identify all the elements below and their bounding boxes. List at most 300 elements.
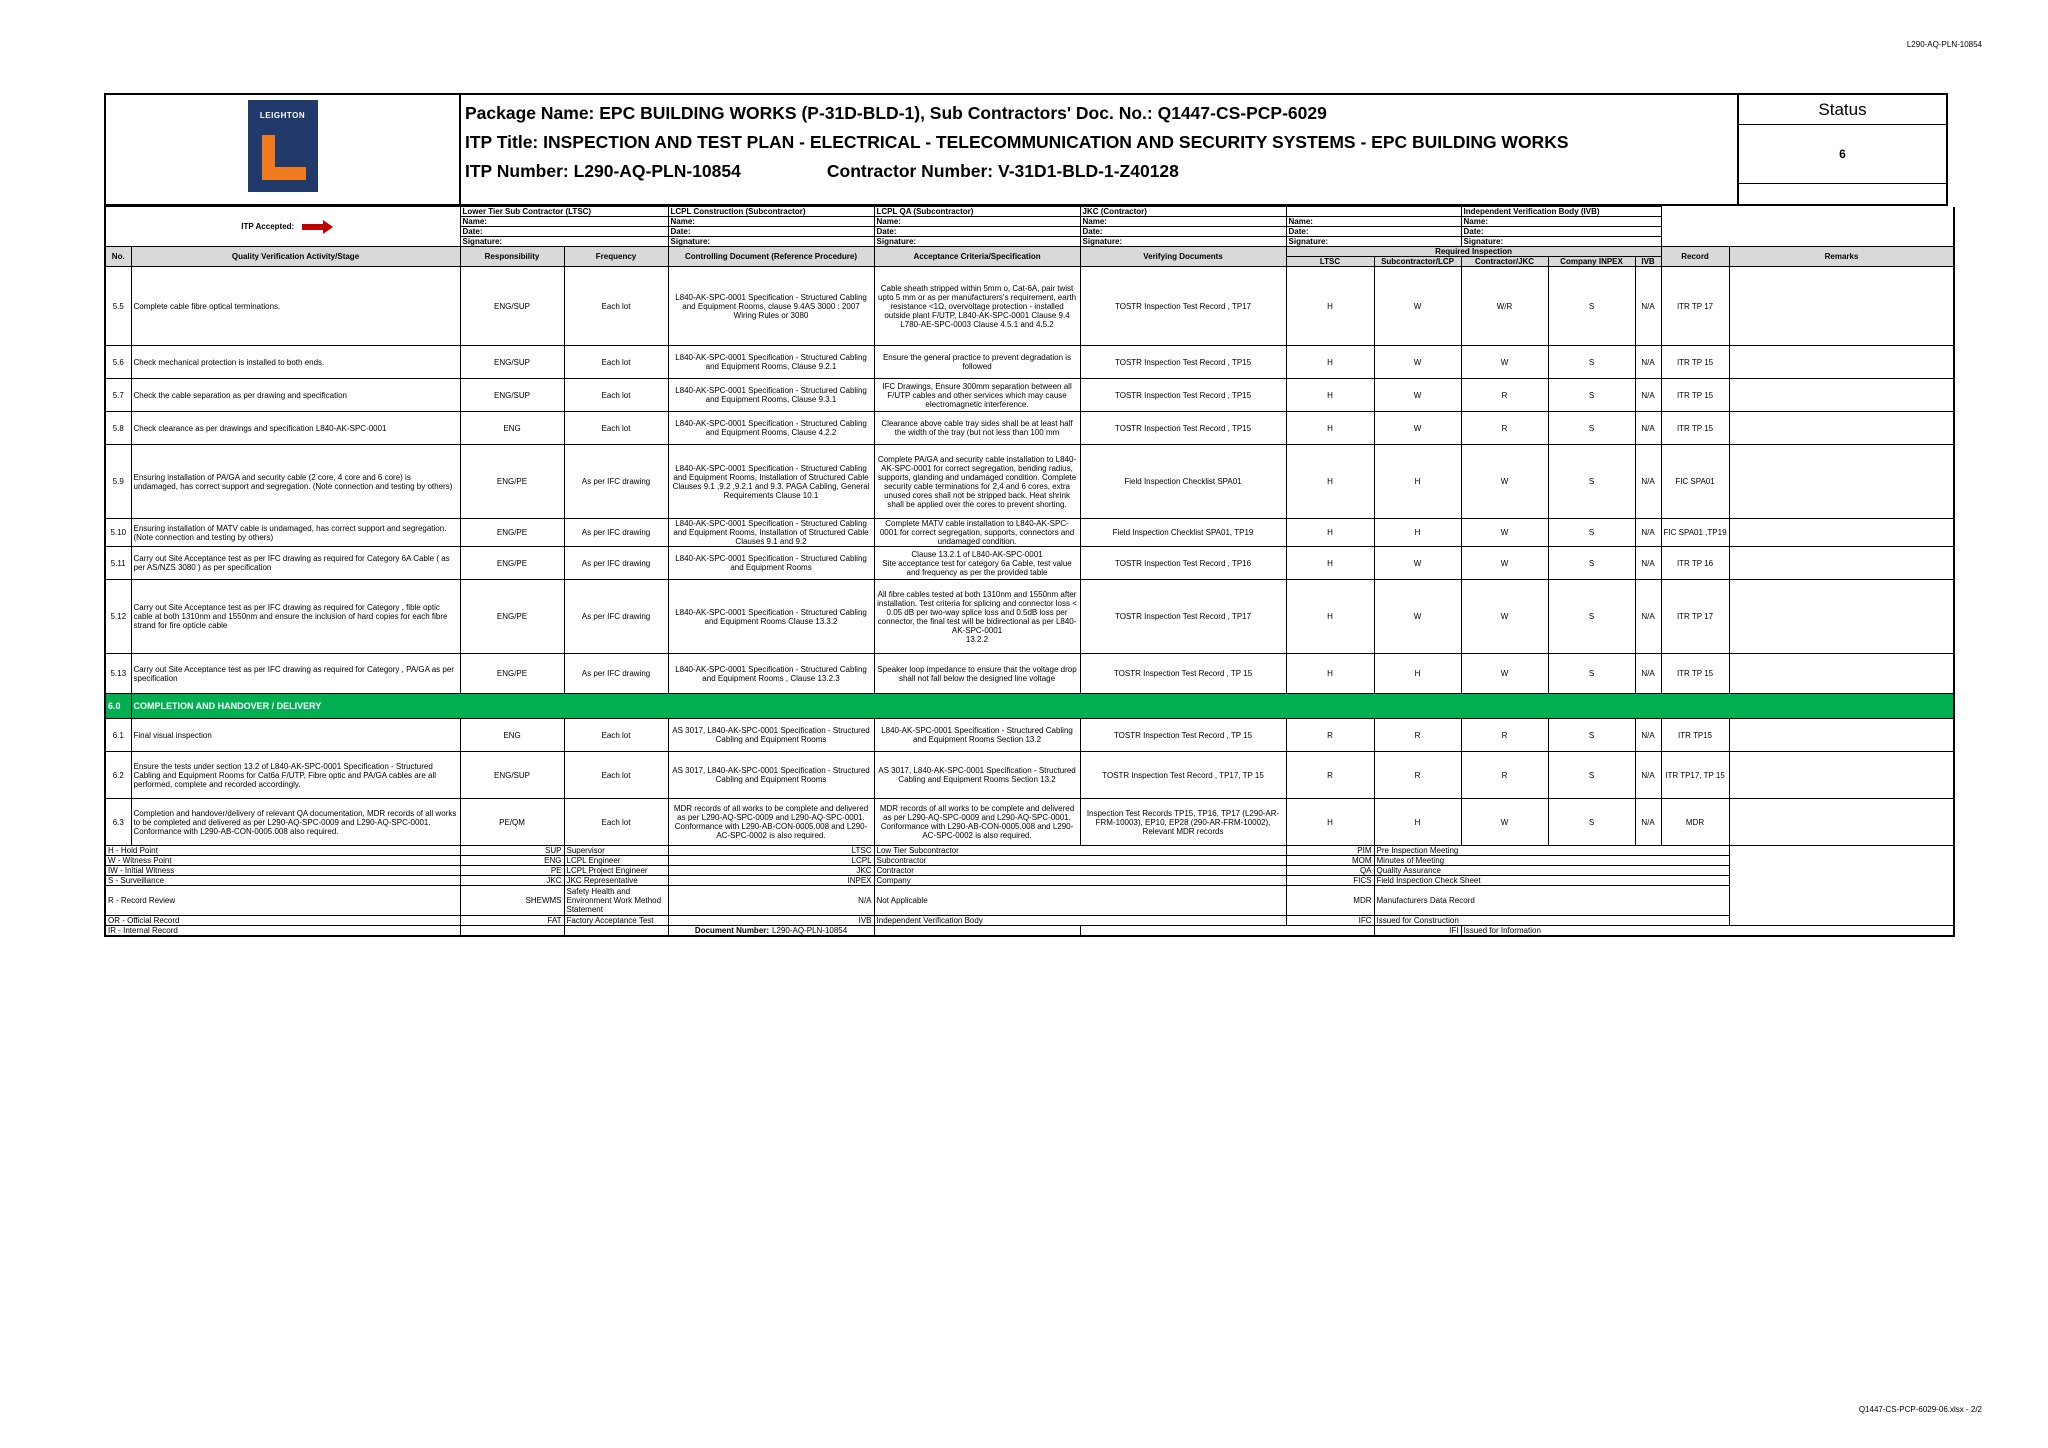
legend-meaning: LCPL Project Engineer (564, 866, 668, 876)
acceptance-criteria-cell: Cable sheath stripped within 5mm o, Cat-6A, pair twist upto 5 mm or as per manufacturers's requirement, earth resistance <1Ω, overvoltage protection - installed outside plant F/UTP, L840-AK-SPC-0001 Clause 9.4 L780-AE-SPC-0003 Clause 4.5.1 and 4.5.2 (874, 267, 1080, 346)
responsibility-cell: ENG/PE (460, 547, 564, 580)
acceptance-criteria-cell: MDR records of all works to be complete and delivered as per L290-AQ-SPC-0009 and L290-AQ-SPC-0001. Conformance with L290-AB-CON-0005.008 and L290-AC-SPC-0002 is also required. (874, 799, 1080, 846)
legend-abbr: QA (1286, 866, 1374, 876)
inspection-ivb-cell: N/A (1635, 412, 1661, 445)
record-cell: ITR TP 15 (1661, 412, 1729, 445)
inspection-ivb-cell: N/A (1635, 267, 1661, 346)
table-row (105, 752, 1954, 799)
legend-meaning: Company (874, 876, 1286, 886)
signoff-field[interactable]: Signature: (460, 237, 668, 247)
inspection-sub-cell: W (1374, 412, 1461, 445)
controlling-document-cell: L840-AK-SPC-0001 Specification - Structured Cabling and Equipment Rooms, Clause 9.3.1 (668, 379, 874, 412)
column-subheader: Company INPEX (1548, 257, 1635, 267)
acceptance-criteria-cell: Complete PA/GA and security cable installation to L840-AK-SPC-0001 for correct segregation, bending radius, supports, glanding and undamaged condition. Complete security cable terminations for 2,4 and 6 cores, extra unused cores shall not be stripped back. Heat shrink shall be applied over the cores to prevent shorting. (874, 445, 1080, 519)
party-name: LCPL Construction (Subcontractor) (668, 207, 874, 217)
frequency-cell: As per IFC drawing (564, 519, 668, 547)
verifying-documents-cell: TOSTR Inspection Test Record , TP16 (1080, 547, 1286, 580)
legend-code-meaning: S - Surveillance (105, 876, 460, 886)
record-cell: MDR (1661, 799, 1729, 846)
inspection-jkc-cell: R (1461, 379, 1548, 412)
verifying-documents-cell: TOSTR Inspection Test Record , TP17, TP 15 (1080, 752, 1286, 799)
section-row (105, 694, 1954, 719)
inspection-ivb-cell: N/A (1635, 445, 1661, 519)
record-cell: ITR TP 15 (1661, 346, 1729, 379)
legend-row (105, 856, 1954, 866)
remarks-cell[interactable] (1729, 799, 1954, 846)
signoff-field[interactable]: Date: (460, 227, 668, 237)
legend-abbr: LTSC (668, 846, 874, 856)
itp-sheet (104, 93, 1948, 937)
acceptance-criteria-cell: Clearance above cable tray sides shall be at least half the width of the tray (but not less than 100 mm (874, 412, 1080, 445)
document-number: L290-AQ-PLN-10854 (772, 926, 848, 935)
responsibility-cell: ENG/SUP (460, 379, 564, 412)
signoff-field[interactable]: Signature: (1286, 237, 1461, 247)
signoff-field[interactable]: Signature: (1461, 237, 1661, 247)
legend-abbr: FICS (1286, 876, 1374, 886)
inspection-ivb-cell: N/A (1635, 580, 1661, 654)
frequency-cell: Each lot (564, 719, 668, 752)
legend-abbr: SHEWMS (460, 886, 564, 916)
column-header-acceptance: Acceptance Criteria/Specification (874, 247, 1080, 267)
inspection-ltsc-cell: H (1286, 519, 1374, 547)
party-name: Lower Tier Sub Contractor (LTSC) (460, 207, 668, 217)
legend-abbr: MOM (1286, 856, 1374, 866)
legend-abbr: JKC (460, 876, 564, 886)
inspection-jkc-cell: W (1461, 547, 1548, 580)
inspection-ltsc-cell: H (1286, 412, 1374, 445)
legend-row (105, 846, 1954, 856)
column-header-remarks: Remarks (1729, 247, 1954, 267)
inspection-sub-cell: H (1374, 519, 1461, 547)
logo-mark-base (262, 167, 306, 180)
frequency-cell: As per IFC drawing (564, 547, 668, 580)
inspection-sub-cell: H (1374, 654, 1461, 694)
signoff-field[interactable]: Signature: (1080, 237, 1286, 247)
signoff-field[interactable]: Name: (874, 217, 1080, 227)
itp-table (104, 206, 1955, 937)
row-number: 6.1 (105, 719, 131, 752)
acceptance-criteria-cell: Clause 13.2.1 of L840-AK-SPC-0001 Site acceptance test for category 6a Cable, test value and frequency as per the provided table (874, 547, 1080, 580)
legend-code-meaning: R - Record Review (105, 886, 460, 916)
remarks-cell[interactable] (1729, 267, 1954, 346)
inspection-jkc-cell: W (1461, 654, 1548, 694)
inspection-ltsc-cell: H (1286, 799, 1374, 846)
table-row (105, 580, 1954, 654)
frequency-cell: Each lot (564, 346, 668, 379)
row-number: 5.5 (105, 267, 131, 346)
remarks-cell[interactable] (1729, 719, 1954, 752)
column-header-record: Record (1661, 247, 1729, 267)
signoff-field[interactable]: Date: (1080, 227, 1286, 237)
controlling-document-cell: AS 3017, L840-AK-SPC-0001 Specification - Structured Cabling and Equipment Rooms (668, 752, 874, 799)
responsibility-cell: ENG/SUP (460, 267, 564, 346)
controlling-document-cell: L840-AK-SPC-0001 Specification - Structured Cabling and Equipment Rooms, Installation of Structured Cable Clauses 9.1 and 9.2 (668, 519, 874, 547)
signoff-field[interactable]: Signature: (668, 237, 874, 247)
activity-cell: Check the cable separation as per drawing and specification (131, 379, 460, 412)
inspection-ltsc-cell: H (1286, 654, 1374, 694)
column-header-verifying: Verifying Documents (1080, 247, 1286, 267)
row-number: 5.8 (105, 412, 131, 445)
acceptance-criteria-cell: AS 3017, L840-AK-SPC-0001 Specification - Structured Cabling and Equipment Rooms Section 13.2 (874, 752, 1080, 799)
legend-blank (1729, 856, 1954, 866)
responsibility-cell: ENG/PE (460, 519, 564, 547)
legend-abbr: MDR (1286, 886, 1374, 916)
row-number: 5.9 (105, 445, 131, 519)
responsibility-cell: ENG/PE (460, 580, 564, 654)
activity-cell: Ensuring installation of PA/GA and security cable (2 core, 4 core and 6 core) is undamaged, has correct support and segregation. (Note connection and testing by others) (131, 445, 460, 519)
row-number: 5.10 (105, 519, 131, 547)
controlling-document-cell: L840-AK-SPC-0001 Specification - Structured Cabling and Equipment Rooms (668, 547, 874, 580)
controlling-document-cell: L840-AK-SPC-0001 Specification - Structured Cabling and Equipment Rooms , Clause 13.2.3 (668, 654, 874, 694)
itp-accepted-text: ITP Accepted: (241, 222, 295, 231)
legend-meaning: Issued for Information (1461, 926, 1954, 937)
legend-row (105, 916, 1954, 926)
legend-abbr: LCPL (668, 856, 874, 866)
table-row (105, 379, 1954, 412)
legend-meaning: Not Applicable (874, 886, 1286, 916)
inspection-jkc-cell: W/R (1461, 267, 1548, 346)
legend-meaning: LCPL Engineer (564, 856, 668, 866)
acceptance-row (105, 207, 1954, 217)
controlling-document-cell: L840-AK-SPC-0001 Specification - Structured Cabling and Equipment Rooms, Clause 4.2.2 (668, 412, 874, 445)
inspection-ivb-cell: N/A (1635, 752, 1661, 799)
record-cell: ITR TP 16 (1661, 547, 1729, 580)
inspection-jkc-cell: R (1461, 719, 1548, 752)
document-reference-bottom: Q1447-CS-PCP-6029-06.xlsx - 2/2 (1858, 1405, 1982, 1414)
legend-meaning: JKC Representative (564, 876, 668, 886)
remarks-cell[interactable] (1729, 445, 1954, 519)
inspection-jkc-cell: W (1461, 580, 1548, 654)
inspection-sub-cell: H (1374, 445, 1461, 519)
responsibility-cell: ENG/PE (460, 654, 564, 694)
inspection-inpex-cell: S (1548, 654, 1635, 694)
legend-meaning: Supervisor (564, 846, 668, 856)
column-header-no: No. (105, 247, 131, 267)
itp-accepted-label (105, 207, 460, 247)
table-row (105, 654, 1954, 694)
inspection-inpex-cell: S (1548, 379, 1635, 412)
activity-cell: Complete cable fibre optical terminations. (131, 267, 460, 346)
row-number: 5.11 (105, 547, 131, 580)
table-row (105, 412, 1954, 445)
table-row (105, 719, 1954, 752)
verifying-documents-cell: TOSTR Inspection Test Record , TP17 (1080, 267, 1286, 346)
legend-meaning: Minutes of Meeting (1374, 856, 1729, 866)
legend-abbr: PIM (1286, 846, 1374, 856)
legend-abbr: IFI (1374, 926, 1461, 937)
inspection-sub-cell: H (1374, 799, 1461, 846)
table-row (105, 519, 1954, 547)
remarks-cell[interactable] (1729, 379, 1954, 412)
inspection-sub-cell: W (1374, 379, 1461, 412)
inspection-sub-cell: W (1374, 346, 1461, 379)
remarks-cell[interactable] (1729, 580, 1954, 654)
legend-blank (1729, 846, 1954, 856)
inspection-sub-cell: W (1374, 267, 1461, 346)
inspection-ivb-cell: N/A (1635, 346, 1661, 379)
legend-meaning: Independent Verification Body (874, 916, 1286, 926)
inspection-ltsc-cell: H (1286, 580, 1374, 654)
controlling-document-cell: AS 3017, L840-AK-SPC-0001 Specification - Structured Cabling and Equipment Rooms (668, 719, 874, 752)
legend-meaning: Subcontractor (874, 856, 1286, 866)
signoff-field[interactable]: Date: (874, 227, 1080, 237)
inspection-ivb-cell: N/A (1635, 719, 1661, 752)
inspection-ltsc-cell: R (1286, 719, 1374, 752)
legend-abbr: FAT (460, 916, 564, 926)
frequency-cell: Each lot (564, 799, 668, 846)
inspection-ltsc-cell: H (1286, 445, 1374, 519)
legend-code-meaning: W - Witness Point (105, 856, 460, 866)
signoff-field[interactable]: Signature: (874, 237, 1080, 247)
verifying-documents-cell: TOSTR Inspection Test Record , TP 15 (1080, 654, 1286, 694)
legend-code-meaning: H - Hold Point (105, 846, 460, 856)
column-header-responsibility: Responsibility (460, 247, 564, 267)
inspection-jkc-cell: R (1461, 752, 1548, 799)
activity-cell: Check mechanical protection is installed to both ends. (131, 346, 460, 379)
inspection-inpex-cell: S (1548, 445, 1635, 519)
signoff-field[interactable]: Name: (1461, 217, 1661, 227)
responsibility-cell: PE/QM (460, 799, 564, 846)
logo-cell (106, 95, 461, 204)
record-cell: ITR TP 15 (1661, 654, 1729, 694)
legend-row (105, 866, 1954, 876)
remarks-cell[interactable] (1729, 346, 1954, 379)
activity-cell: Carry out Site Acceptance test as per IFC drawing as required for Category , fible optic cable at both 1310nm and 1550nm and ensure the inclusion of hard copies for each fibre strand for fire opticle cable (131, 580, 460, 654)
table-row (105, 267, 1954, 346)
itp-number-line (465, 157, 1737, 186)
legend-abbr: PE (460, 866, 564, 876)
record-cell: ITR TP15 (1661, 719, 1729, 752)
inspection-ltsc-cell: H (1286, 547, 1374, 580)
inspection-inpex-cell: S (1548, 412, 1635, 445)
itp-number: ITP Number: L290-AQ-PLN-10854 (465, 161, 741, 181)
frequency-cell: As per IFC drawing (564, 654, 668, 694)
signoff-field[interactable]: Date: (668, 227, 874, 237)
column-subheader: IVB (1635, 257, 1661, 267)
inspection-inpex-cell: S (1548, 752, 1635, 799)
signoff-field[interactable]: Date: (1286, 227, 1461, 237)
responsibility-cell: ENG/SUP (460, 752, 564, 799)
record-cell: FIC SPA01 ,TP19 (1661, 519, 1729, 547)
legend-code-meaning: OR - Official Record (105, 916, 460, 926)
row-number: 6.3 (105, 799, 131, 846)
signoff-field[interactable]: Name: (1286, 217, 1461, 227)
remarks-cell[interactable] (1729, 412, 1954, 445)
row-number: 5.12 (105, 580, 131, 654)
inspection-ltsc-cell: H (1286, 267, 1374, 346)
verifying-documents-cell: Field Inspection Checklist SPA01 (1080, 445, 1286, 519)
acceptance-criteria-cell: IFC Drawings, Ensure 300mm separation between all F/UTP cables and other services which may cause electromagnetic interference. (874, 379, 1080, 412)
legend-meaning: Issued for Construction (1374, 916, 1729, 926)
controlling-document-cell: L840-AK-SPC-0001 Specification - Structured Cabling and Equipment Rooms, clause 9.4AS 3000 : 2007 Wiring Rules or 3080 (668, 267, 874, 346)
legend-meaning: Quality Assurance (1374, 866, 1729, 876)
record-cell: FIC SPA01 (1661, 445, 1729, 519)
legend-meaning: Field Inspection Check Sheet (1374, 876, 1729, 886)
inspection-ltsc-cell: H (1286, 379, 1374, 412)
inspection-inpex-cell: S (1548, 267, 1635, 346)
status-label: Status (1739, 95, 1946, 125)
inspection-inpex-cell: S (1548, 547, 1635, 580)
header-titles (461, 95, 1739, 204)
inspection-sub-cell: R (1374, 719, 1461, 752)
controlling-document-cell: MDR records of all works to be complete and delivered as per L290-AQ-SPC-0009 and L290-AQ-SPC-0001. Conformance with L290-AB-CON-0005.008 and L290-AC-SPC-0002 is also required. (668, 799, 874, 846)
verifying-documents-cell: TOSTR Inspection Test Record , TP15 (1080, 346, 1286, 379)
legend-abbr (874, 926, 1080, 937)
legend-row (105, 926, 1954, 937)
signoff-field[interactable]: Name: (668, 217, 874, 227)
verifying-documents-cell: Field Inspection Checklist SPA01, TP19 (1080, 519, 1286, 547)
legend-blank (1729, 916, 1954, 926)
row-number: 5.6 (105, 346, 131, 379)
activity-cell: Carry out Site Acceptance test as per IFC drawing as required for Category 6A Cable ( as per AS/NZS 3080 ) as per specification (131, 547, 460, 580)
contractor-number: Contractor Number: V-31D1-BLD-1-Z40128 (826, 161, 1179, 181)
column-header-required-inspection: Required Inspection (1286, 247, 1661, 257)
legend-meaning (564, 926, 668, 937)
document-reference-top: L290-AQ-PLN-10854 (1906, 40, 1982, 49)
column-subheader: Subcontractor/LCP (1374, 257, 1461, 267)
record-cell: ITR TP 17 (1661, 580, 1729, 654)
status-box (1739, 95, 1946, 204)
inspection-sub-cell: R (1374, 752, 1461, 799)
inspection-jkc-cell: W (1461, 445, 1548, 519)
row-number: 6.2 (105, 752, 131, 799)
frequency-cell: Each lot (564, 379, 668, 412)
frequency-cell: Each lot (564, 752, 668, 799)
signoff-field[interactable]: Name: (1080, 217, 1286, 227)
inspection-sub-cell: W (1374, 547, 1461, 580)
activity-cell: Check clearance as per drawings and specification L840-AK-SPC-0001 (131, 412, 460, 445)
acceptance-criteria-cell: Speaker loop impedance to ensure that the voltage drop shall not fall below the designed line voltage (874, 654, 1080, 694)
column-header-activity: Quality Verification Activity/Stage (131, 247, 460, 267)
inspection-sub-cell: W (1374, 580, 1461, 654)
verifying-documents-cell: Inspection Test Records TP15, TP16, TP17 (L290-AR-FRM-10003), EP10, EP28 (290-AR-FRM-10002), Relevant MDR records (1080, 799, 1286, 846)
inspection-ivb-cell: N/A (1635, 547, 1661, 580)
document-number-cell (668, 926, 874, 937)
verifying-documents-cell: TOSTR Inspection Test Record , TP15 (1080, 379, 1286, 412)
leighton-logo (248, 100, 318, 192)
controlling-document-cell: L840-AK-SPC-0001 Specification - Structured Cabling and Equipment Rooms Clause 13.3.2 (668, 580, 874, 654)
legend-abbr: ENG (460, 856, 564, 866)
legend-abbr: INPEX (668, 876, 874, 886)
status-value: 6 (1739, 125, 1946, 184)
inspection-inpex-cell: S (1548, 346, 1635, 379)
activity-cell: Final visual inspection (131, 719, 460, 752)
verifying-documents-cell: TOSTR Inspection Test Record , TP15 (1080, 412, 1286, 445)
inspection-ivb-cell: N/A (1635, 519, 1661, 547)
legend-row (105, 876, 1954, 886)
frequency-cell: As per IFC drawing (564, 445, 668, 519)
record-cell: ITR TP17, TP 15 (1661, 752, 1729, 799)
column-header-row (105, 247, 1954, 257)
responsibility-cell: ENG/PE (460, 445, 564, 519)
table-row (105, 547, 1954, 580)
legend-abbr: SUP (460, 846, 564, 856)
itp-table-body (105, 207, 1954, 937)
legend-abbr: IFC (1286, 916, 1374, 926)
inspection-jkc-cell: W (1461, 346, 1548, 379)
legend-meaning (1080, 926, 1374, 937)
acceptance-criteria-cell: All fibre cables tested at both 1310nm and 1550nm after installation. Test criteria for splicing and connector loss < 0.05 dB per two-way splice loss and 0.5dB loss per connector, the final test will be bidirectional as per L840-AK-SPC-0001 13.2.2 (874, 580, 1080, 654)
activity-cell: Carry out Site Acceptance test as per IFC drawing as required for Category , PA/GA as per specification (131, 654, 460, 694)
signoff-field[interactable]: Date: (1461, 227, 1661, 237)
legend-abbr: IVB (668, 916, 874, 926)
remarks-cell[interactable] (1729, 547, 1954, 580)
arrow-right-icon (302, 224, 324, 230)
verifying-documents-cell: TOSTR Inspection Test Record , TP17 (1080, 580, 1286, 654)
row-number: 5.13 (105, 654, 131, 694)
legend-abbr: JKC (668, 866, 874, 876)
inspection-jkc-cell: W (1461, 799, 1548, 846)
table-row (105, 445, 1954, 519)
party-name: LCPL QA (Subcontractor) (874, 207, 1080, 217)
remarks-cell[interactable] (1729, 654, 1954, 694)
inspection-ivb-cell: N/A (1635, 799, 1661, 846)
row-number: 5.7 (105, 379, 131, 412)
acceptance-criteria-cell: L840-AK-SPC-0001 Specification - Structured Cabling and Equipment Rooms Section 13.2 (874, 719, 1080, 752)
inspection-jkc-cell: W (1461, 519, 1548, 547)
legend-meaning: Pre Inspection Meeting (1374, 846, 1729, 856)
table-row (105, 799, 1954, 846)
party-name: Independent Verification Body (IVB) (1461, 207, 1661, 217)
record-cell: ITR TP 15 (1661, 379, 1729, 412)
party-name (1286, 207, 1461, 217)
legend-abbr: N/A (668, 886, 874, 916)
legend-meaning: Low Tier Subcontractor (874, 846, 1286, 856)
legend-code-meaning: IR - Internal Record (105, 926, 460, 937)
legend-meaning: Safety Health and Environment Work Method Statement (564, 886, 668, 916)
remarks-cell[interactable] (1729, 519, 1954, 547)
column-subheader: Contractor/JKC (1461, 257, 1548, 267)
section-number: 6.0 (105, 694, 131, 719)
remarks-cell[interactable] (1729, 752, 1954, 799)
legend-abbr (460, 926, 564, 937)
activity-cell: Ensure the tests under section 13.2 of L840-AK-SPC-0001 Specification - Structured Cabling and Equipment Rooms for Cat6a F/UTP, Fibre optic and PA/GA cables are all performed, complete and recorded accordingly. (131, 752, 460, 799)
column-subheader: LTSC (1286, 257, 1374, 267)
activity-cell: Completion and handover/delivery of relevant QA documentation, MDR records of all works to be completed and delivered as per L290-AQ-SPC-0009 and L290-AQ-SPC-0001. Conformance with L290-AB-CON-0005.008 also required. (131, 799, 460, 846)
column-header-frequency: Frequency (564, 247, 668, 267)
signoff-field[interactable]: Name: (460, 217, 668, 227)
table-row (105, 346, 1954, 379)
inspection-ltsc-cell: R (1286, 752, 1374, 799)
inspection-inpex-cell: S (1548, 799, 1635, 846)
document-number-label: Document Number: (694, 926, 770, 935)
inspection-ltsc-cell: H (1286, 346, 1374, 379)
activity-cell: Ensuring installation of MATV cable is undamaged, has correct support and segregation. (Note connection and testing by others) (131, 519, 460, 547)
inspection-inpex-cell: S (1548, 719, 1635, 752)
inspection-ivb-cell: N/A (1635, 379, 1661, 412)
inspection-ivb-cell: N/A (1635, 654, 1661, 694)
party-name: JKC (Contractor) (1080, 207, 1286, 217)
column-header-controlling: Controlling Document (Reference Procedure) (668, 247, 874, 267)
responsibility-cell: ENG (460, 412, 564, 445)
frequency-cell: Each lot (564, 267, 668, 346)
logo-text: LEIGHTON (259, 111, 306, 120)
responsibility-cell: ENG/SUP (460, 346, 564, 379)
frequency-cell: Each lot (564, 412, 668, 445)
legend-meaning: Contractor (874, 866, 1286, 876)
controlling-document-cell: L840-AK-SPC-0001 Specification - Structured Cabling and Equipment Rooms, Clause 9.2.1 (668, 346, 874, 379)
acceptance-criteria-cell: Complete MATV cable installation to L840-AK-SPC-0001 for correct segregation, supports, connectors and undamaged condition. (874, 519, 1080, 547)
section-title: COMPLETION AND HANDOVER / DELIVERY (131, 694, 1954, 719)
package-name: Package Name: EPC BUILDING WORKS (P-31D-BLD-1), Sub Contractors' Doc. No.: Q1447-CS-PCP-6029 (465, 103, 1327, 123)
legend-meaning: Factory Acceptance Test (564, 916, 668, 926)
legend-blank (1729, 886, 1954, 916)
inspection-jkc-cell: R (1461, 412, 1548, 445)
record-cell: ITR TP 17 (1661, 267, 1729, 346)
legend-meaning: Manufacturers Data Record (1374, 886, 1729, 916)
itp-title: ITP Title: INSPECTION AND TEST PLAN - ELECTRICAL - TELECOMMUNICATION AND SECURITY SYSTEMS - EPC BUILDING WORKS (465, 132, 1569, 152)
verifying-documents-cell: TOSTR Inspection Test Record , TP 15 (1080, 719, 1286, 752)
